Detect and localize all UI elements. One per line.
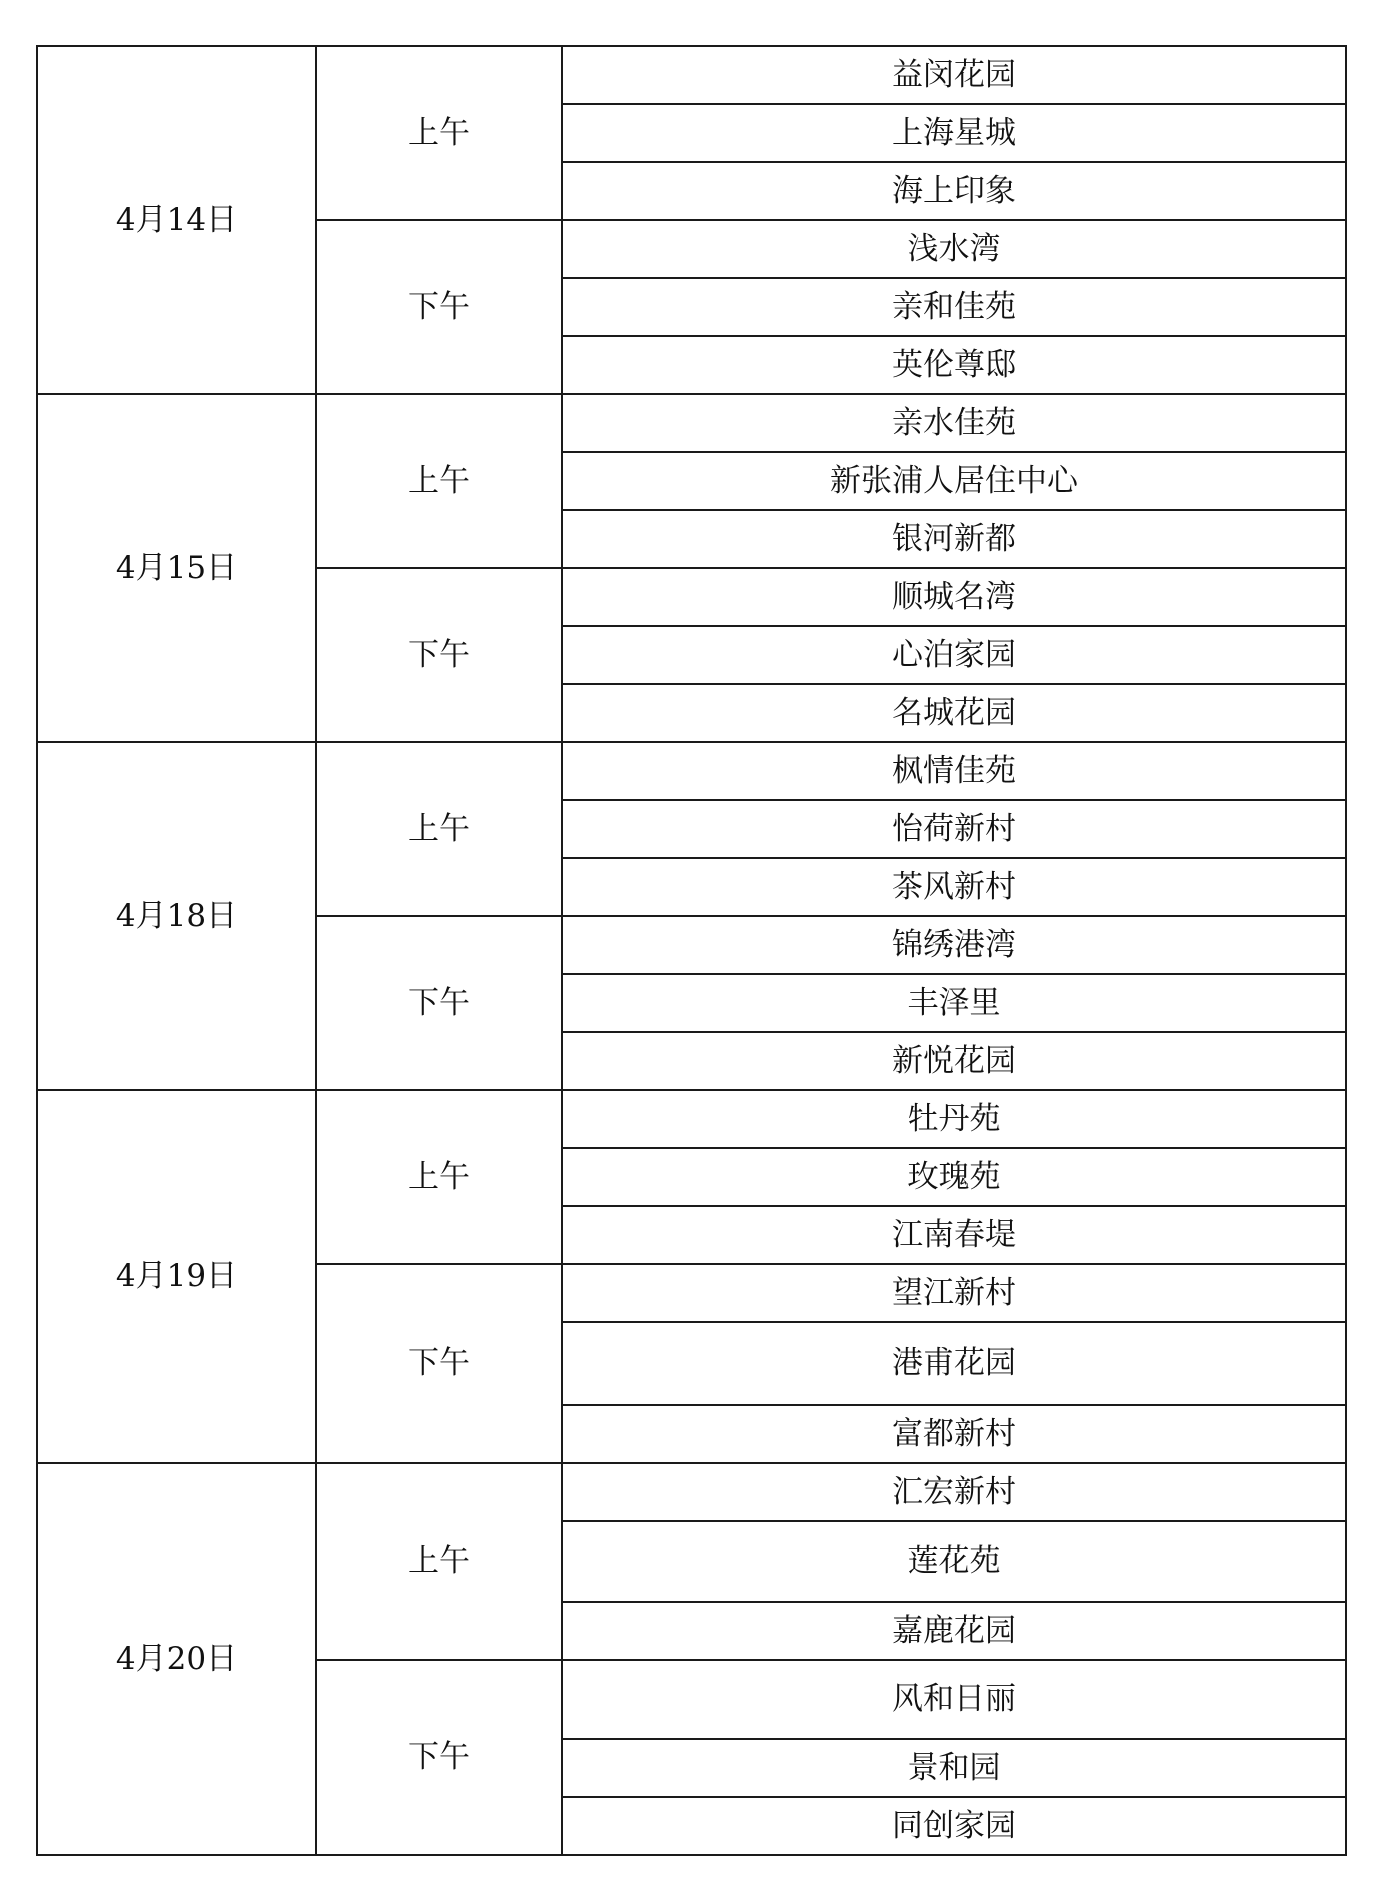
place-cell: 风和日丽	[562, 1660, 1346, 1739]
place-cell: 浅水湾	[562, 220, 1346, 278]
place-cell: 亲水佳苑	[562, 394, 1346, 452]
period-cell: 上午	[316, 46, 562, 220]
place-cell: 望江新村	[562, 1264, 1346, 1322]
schedule-table	[36, 45, 1347, 1856]
place-cell: 茶风新村	[562, 858, 1346, 916]
date-cell: 4月19日	[37, 1090, 316, 1463]
place-cell: 新张浦人居住中心	[562, 452, 1346, 510]
period-cell: 下午	[316, 1660, 562, 1855]
place-cell: 名城花园	[562, 684, 1346, 742]
period-cell: 下午	[316, 568, 562, 742]
period-cell: 上午	[316, 1090, 562, 1264]
place-cell: 牡丹苑	[562, 1090, 1346, 1148]
period-cell: 下午	[316, 220, 562, 394]
place-cell: 顺城名湾	[562, 568, 1346, 626]
place-cell: 银河新都	[562, 510, 1346, 568]
date-cell: 4月18日	[37, 742, 316, 1090]
place-cell: 江南春堤	[562, 1206, 1346, 1264]
place-cell: 心泊家园	[562, 626, 1346, 684]
place-cell: 新悦花园	[562, 1032, 1346, 1090]
place-cell: 玫瑰苑	[562, 1148, 1346, 1206]
table-row	[37, 46, 1346, 104]
period-cell: 上午	[316, 1463, 562, 1660]
place-cell: 嘉鹿花园	[562, 1602, 1346, 1660]
table-row	[37, 1463, 1346, 1521]
date-cell: 4月20日	[37, 1463, 316, 1855]
place-cell: 莲花苑	[562, 1521, 1346, 1602]
date-cell: 4月15日	[37, 394, 316, 742]
place-cell: 富都新村	[562, 1405, 1346, 1463]
place-cell: 同创家园	[562, 1797, 1346, 1855]
place-cell: 港甫花园	[562, 1322, 1346, 1405]
period-cell: 下午	[316, 916, 562, 1090]
place-cell: 英伦尊邸	[562, 336, 1346, 394]
table-row	[37, 742, 1346, 800]
place-cell: 景和园	[562, 1739, 1346, 1797]
place-cell: 丰泽里	[562, 974, 1346, 1032]
place-cell: 亲和佳苑	[562, 278, 1346, 336]
schedule-body	[37, 46, 1346, 1855]
place-cell: 枫情佳苑	[562, 742, 1346, 800]
place-cell: 汇宏新村	[562, 1463, 1346, 1521]
place-cell: 益闵花园	[562, 46, 1346, 104]
place-cell: 上海星城	[562, 104, 1346, 162]
place-cell: 锦绣港湾	[562, 916, 1346, 974]
period-cell: 上午	[316, 742, 562, 916]
table-row	[37, 1090, 1346, 1148]
period-cell: 下午	[316, 1264, 562, 1463]
place-cell: 海上印象	[562, 162, 1346, 220]
table-row	[37, 394, 1346, 452]
period-cell: 上午	[316, 394, 562, 568]
date-cell: 4月14日	[37, 46, 316, 394]
place-cell: 怡荷新村	[562, 800, 1346, 858]
